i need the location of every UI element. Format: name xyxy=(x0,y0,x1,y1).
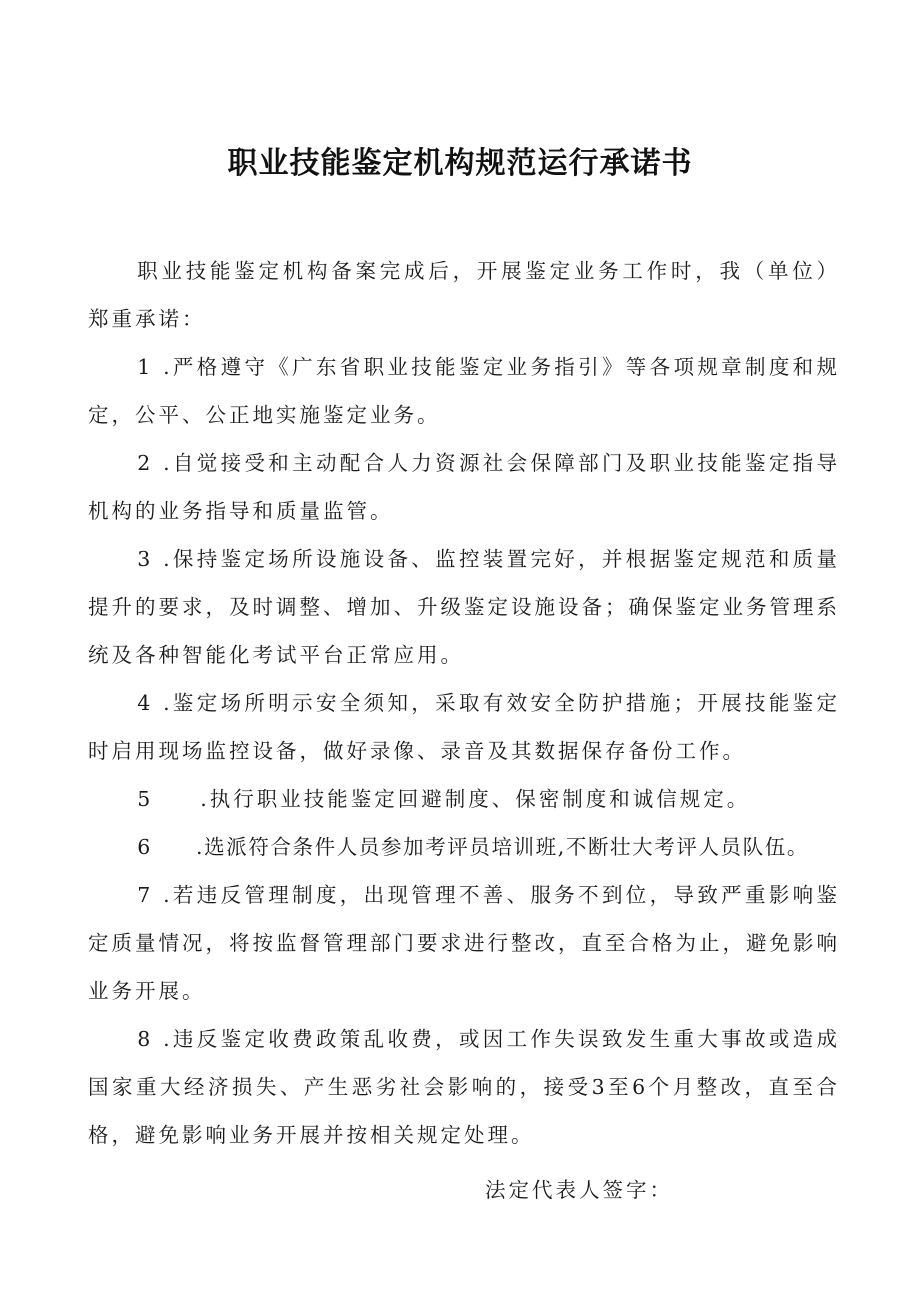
commitment-item-4: 4 .鉴定场所明示安全须知，采取有效安全防护措施；开展技能鉴定时启用现场监控设备，做好录像、录音及其数据保存备份工作。 xyxy=(88,691,840,763)
commitment-item-2: 2 .自觉接受和主动配合人力资源社会保障部门及职业技能鉴定指导机构的业务指导和质量监管。 xyxy=(88,451,840,523)
signature-label: 法定代表人签字： xyxy=(485,1178,673,1202)
document-title: 职业技能鉴定机构规范运行承诺书 xyxy=(227,146,693,181)
commitment-item-1: 1 .严格遵守《广东省职业技能鉴定业务指引》等各项规章制度和规定，公平、公正地实施鉴定业务。 xyxy=(88,355,840,427)
intro-paragraph: 职业技能鉴定机构备案完成后，开展鉴定业务工作时，我（单位）郑重承诺： xyxy=(88,259,840,331)
commitment-item-7: 7 .若违反管理制度，出现管理不善、服务不到位，导致严重影响鉴定质量情况，将按监督管理部门要求进行整改，直至合格为止，避免影响业务开展。 xyxy=(88,883,840,1003)
commitment-item-5: 5 .执行职业技能鉴定回避制度、保密制度和诚信规定。 xyxy=(137,787,751,811)
commitment-item-6: 6 .选派符合条件人员参加考评员培训班,不断壮大考评人员队伍。 xyxy=(137,835,809,859)
document-body xyxy=(88,247,840,1159)
commitment-item-8: 8 .违反鉴定收费政策乱收费，或因工作失误致发生重大事故或造成国家重大经济损失、产生恶劣社会影响的，接受3至6个月整改，直至合格，避免影响业务开展并按相关规定处理。 xyxy=(88,1027,840,1147)
commitment-item-3: 3 .保持鉴定场所设施设备、监控装置完好，并根据鉴定规范和质量提升的要求，及时调整、增加、升级鉴定设施设备；确保鉴定业务管理系统及各种智能化考试平台正常应用。 xyxy=(88,547,840,667)
